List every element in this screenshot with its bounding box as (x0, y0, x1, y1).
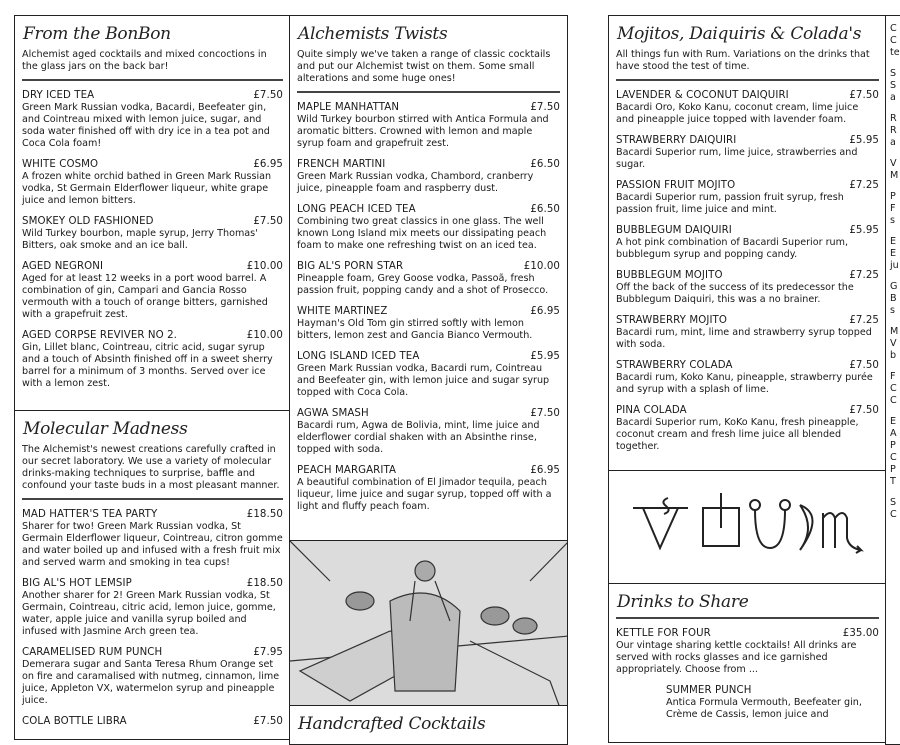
menu-item (22, 578, 283, 638)
item-header (297, 159, 560, 171)
item-price: £7.25 (849, 180, 879, 191)
menu-item (666, 685, 879, 721)
item-price: £7.25 (849, 315, 879, 326)
clipped-text: F C C (890, 371, 897, 406)
item-header (297, 204, 560, 216)
divider (616, 79, 879, 81)
divider (22, 498, 283, 500)
clipped-text: M V b (890, 326, 899, 361)
item-price: £18.50 (246, 509, 283, 520)
item-description: Combining two great classics in one glass. The well known Long Island mix meets our dissipating peach foam to make one refreshing twist on an iced tea. (297, 216, 547, 251)
item-name: STRAWBERRY DAIQUIRI (616, 135, 737, 146)
item-description: Bacardi rum, mint, lime and strawberry syrup topped with soda. (616, 327, 872, 350)
item-name: AGWA SMASH (297, 408, 369, 419)
item-name: DRY ICED TEA (22, 90, 95, 101)
item-price: £6.95 (530, 465, 560, 476)
item-price: £10.00 (246, 261, 283, 272)
item-header (297, 351, 560, 363)
item-header (297, 102, 560, 114)
item-name: STRAWBERRY MOJITO (616, 315, 727, 326)
item-name: LONG PEACH ICED TEA (297, 204, 416, 215)
item-name: AGED NEGRONI (22, 261, 104, 272)
item-description: Antica Formula Vermouth, Beefeater gin, Crème de Cassis, lemon juice and (666, 697, 862, 720)
section-title: Drinks to Share (617, 592, 749, 612)
item-description: Wild Turkey bourbon stirred with Antica Formula and aromatic bitters. Crowned with lemon and maple syrup foam and grapefruit zest. (297, 114, 549, 149)
item-price: £6.95 (530, 306, 560, 317)
item-price: £7.50 (849, 405, 879, 416)
item-header (616, 628, 879, 640)
menu-item (22, 716, 283, 728)
item-name: SUMMER PUNCH (666, 685, 752, 696)
item-name: LONG ISLAND ICED TEA (297, 351, 420, 362)
item-description: Aged for at least 12 weeks in a port wood barrel. A combination of gin, Campari and Gancia Rosso vermouth with a touch of orange bitters, garnished with a grapefruit zest. (22, 273, 268, 320)
item-header (297, 465, 560, 477)
item-header (616, 360, 879, 372)
clipped-text: P F s (890, 191, 896, 226)
item-name: STRAWBERRY COLADA (616, 360, 733, 371)
item-price: £7.50 (849, 360, 879, 371)
clipped-text: C C te (890, 23, 900, 58)
item-name: SMOKEY OLD FASHIONED (22, 216, 154, 227)
divider (616, 617, 879, 619)
menu-item (616, 270, 879, 306)
item-price: £7.50 (849, 90, 879, 101)
item-description: Off the back of the success of its predecessor the Bubblegum Daiquiri, this was a no brainer. (616, 282, 854, 305)
menu-item (616, 225, 879, 261)
item-price: £7.50 (253, 216, 283, 227)
engraving-image (289, 540, 568, 707)
item-price: £7.50 (530, 102, 560, 113)
menu-item (297, 408, 560, 456)
item-description: Green Mark Russian vodka, Chambord, cranberry juice, pineapple foam and raspberry dust. (297, 171, 534, 194)
item-description: Bacardi rum, Koko Kanu, pineapple, strawberry purée and syrup with a splash of lime. (616, 372, 873, 395)
menu-item (22, 159, 283, 207)
menu-item (616, 90, 879, 126)
item-name: AGED CORPSE REVIVER NO 2. (22, 330, 178, 341)
item-name: WHITE MARTINEZ (297, 306, 388, 317)
item-description: Gin, Lillet blanc, Cointreau, citric acid, sugar syrup and a touch of Absinth finished off in a sweet sherry barrel for a minimum of 3 months. Served over ice with a lemon zest. (22, 342, 273, 389)
item-header (616, 180, 879, 192)
item-header (666, 685, 879, 697)
item-price: £7.25 (849, 270, 879, 281)
item-price: £18.50 (246, 578, 283, 589)
menu-item (297, 306, 560, 342)
item-header (22, 716, 283, 728)
item-name: PEACH MARGARITA (297, 465, 397, 476)
menu-item (22, 330, 283, 390)
item-header (22, 647, 283, 659)
section-title: Molecular Madness (23, 419, 188, 439)
handcrafted-panel (289, 705, 568, 745)
menu-item (297, 261, 560, 297)
section-title: From the BonBon (23, 24, 171, 44)
item-description: Hayman's Old Tom gin stirred softly with lemon bitters, lemon zest and Gancia Bianco Vermouth. (297, 318, 533, 341)
item-description: Bacardi rum, Agwa de Bolivia, mint, lime juice and elderflower cordial shaken with an Absinthe rinse, topped with soda. (297, 420, 540, 455)
divider (297, 91, 560, 93)
item-name: MAD HATTER'S TEA PARTY (22, 509, 158, 520)
item-header (22, 90, 283, 102)
share-panel (608, 583, 887, 743)
item-description: Bacardi Superior rum, lime juice, strawberries and sugar. (616, 147, 858, 170)
item-price: £5.95 (849, 135, 879, 146)
menu-item (22, 216, 283, 252)
symbols-panel (608, 470, 887, 585)
item-name: BUBBLEGUM MOJITO (616, 270, 723, 281)
item-name: PINA COLADA (616, 405, 687, 416)
item-header (22, 261, 283, 273)
menu-item (616, 315, 879, 351)
menu-item (22, 90, 283, 150)
section-title: Mojitos, Daiquiris & Colada's (617, 24, 862, 44)
item-description: Bacardi Superior rum, KoKo Kanu, fresh pineapple, coconut cream and fresh lime juice all blended together. (616, 417, 859, 452)
item-name: CARAMELISED RUM PUNCH (22, 647, 163, 658)
item-header (22, 216, 283, 228)
item-name: BIG AL'S PORN STAR (297, 261, 404, 272)
item-header (297, 408, 560, 420)
item-header (616, 90, 879, 102)
item-description: Wild Turkey bourbon, maple syrup, Jerry Thomas' Bitters, oak smoke and an ice ball. (22, 228, 258, 251)
clipped-text: R R a (890, 113, 897, 148)
menu-item (616, 360, 879, 396)
item-name: COLA BOTTLE LIBRA (22, 716, 127, 727)
item-description: Bacardi Superior rum, passion fruit syrup, fresh passion fruit, lime juice and mint. (616, 192, 844, 215)
item-header (22, 578, 283, 590)
item-header (616, 315, 879, 327)
clipped-text: E E ju (890, 236, 899, 271)
item-description: Demerara sugar and Santa Teresa Rhum Orange set on fire and caramalised with nutmeg, cinnamon, lime juice, Appleton VX, watermelon syrup and pineapple juice. (22, 659, 280, 706)
item-price: £7.95 (253, 647, 283, 658)
item-description: Green Mark Russian vodka, Bacardi rum, Cointreau and Beefeater gin, with lemon juice and sugar syrup topped with Coca Cola. (297, 363, 550, 398)
twists-panel (289, 15, 568, 542)
item-name: WHITE COSMO (22, 159, 99, 170)
menu-item (297, 204, 560, 252)
item-description: Our vintage sharing kettle cocktails! All drinks are served with rocks glasses and ice garnished appropriately. Choose from ... (616, 640, 857, 675)
menu-item (297, 102, 560, 150)
menu-item (22, 261, 283, 321)
item-header (297, 261, 560, 273)
item-description: Bacardi Oro, Koko Kanu, coconut cream, lime juice and pineapple juice topped with lavender foam. (616, 102, 859, 125)
item-header (22, 330, 283, 342)
bonbon-panel (14, 15, 291, 412)
item-header (616, 135, 879, 147)
item-price: £5.95 (849, 225, 879, 236)
item-name: FRENCH MARTINI (297, 159, 386, 170)
item-name: MAPLE MANHATTAN (297, 102, 400, 113)
next-column-panel (885, 15, 900, 745)
item-header (616, 405, 879, 417)
clipped-text: G B s (890, 281, 898, 316)
clipped-text: S S a (890, 68, 897, 103)
item-price: £7.50 (253, 90, 283, 101)
item-price: £6.50 (530, 204, 560, 215)
item-price: £6.95 (253, 159, 283, 170)
item-price: £10.00 (523, 261, 560, 272)
mojitos-panel (608, 15, 887, 472)
item-header (22, 509, 283, 521)
menu-item (616, 405, 879, 453)
section-intro: The Alchemist's newest creations carefully crafted in our secret laboratory. We use a variety of molecular drinks-making techniques to surprise, baffle and confound your taste buds in a most pleasant manner. (22, 444, 280, 491)
clipped-text: E A P C P T (890, 416, 897, 487)
menu-item (297, 465, 560, 513)
item-price: £5.95 (530, 351, 560, 362)
item-description: A beautiful combination of El Jimador tequila, peach liqueur, lime juice and sugar syrup, topped off with a light and fluffy peach foam. (297, 477, 552, 512)
item-price: £10.00 (246, 330, 283, 341)
section-title: Alchemists Twists (298, 24, 448, 44)
section-title: Handcrafted Cocktails (298, 714, 486, 734)
item-header (616, 225, 879, 237)
clipped-text: V M (890, 158, 899, 181)
item-name: PASSION FRUIT MOJITO (616, 180, 736, 191)
alchemy-symbols-icon (609, 471, 886, 584)
item-header (297, 306, 560, 318)
item-name: BUBBLEGUM DAIQUIRI (616, 225, 732, 236)
menu-item (616, 180, 879, 216)
section-intro: All things fun with Rum. Variations on the drinks that have stood the test of time. (616, 49, 870, 72)
item-price: £7.50 (530, 408, 560, 419)
item-header (616, 270, 879, 282)
item-price: £35.00 (842, 628, 879, 639)
menu-item (297, 159, 560, 195)
item-name: KETTLE FOR FOUR (616, 628, 711, 639)
item-description: A frozen white orchid bathed in Green Mark Russian vodka, St Germain Elderflower liqueur, white grape juice and lemon bitters. (22, 171, 272, 206)
item-name: LAVENDER & COCONUT DAIQUIRI (616, 90, 789, 101)
menu-item (616, 135, 879, 171)
menu-item (297, 351, 560, 399)
item-description: A hot pink combination of Bacardi Superior rum, bubblegum syrup and popping candy. (616, 237, 848, 260)
item-description: Sharer for two! Green Mark Russian vodka, St Germain Elderflower liqueur, Cointreau, citron gomme and water boiled up and infused with a fresh fruit mix and served warm and smoking in tea cups! (22, 521, 283, 568)
section-intro: Alchemist aged cocktails and mixed concoctions in the glass jars on the back bar! (22, 49, 267, 72)
item-description: Green Mark Russian vodka, Bacardi, Beefeater gin, and Cointreau mixed with lemon juice, sugar, and soda water finished off with dry ice in a tea pot and Coca Cola foam! (22, 102, 270, 149)
item-header (22, 159, 283, 171)
section-intro: Quite simply we've taken a range of classic cocktails and put our Alchemist twist on them. Some small alterations and some huge ones! (297, 49, 551, 84)
molecular-panel (14, 410, 291, 740)
item-description: Pineapple foam, Grey Goose vodka, Passoã, fresh passion fruit, popping candy and a shot of Prosecco. (297, 273, 549, 296)
menu-item (616, 628, 879, 676)
menu-item (22, 509, 283, 569)
clipped-text: S C (890, 497, 897, 520)
item-price: £7.50 (253, 716, 283, 727)
divider (22, 79, 283, 81)
menu-item (22, 647, 283, 707)
item-description: Another sharer for 2! Green Mark Russian vodka, St Germain, Cointreau, citric acid, lemon juice, gomme, water, apple juice and vanilla syrup boiled and infused with Jasmine Arch green tea. (22, 590, 276, 637)
item-name: BIG AL'S HOT LEMSIP (22, 578, 132, 589)
item-price: £6.50 (530, 159, 560, 170)
